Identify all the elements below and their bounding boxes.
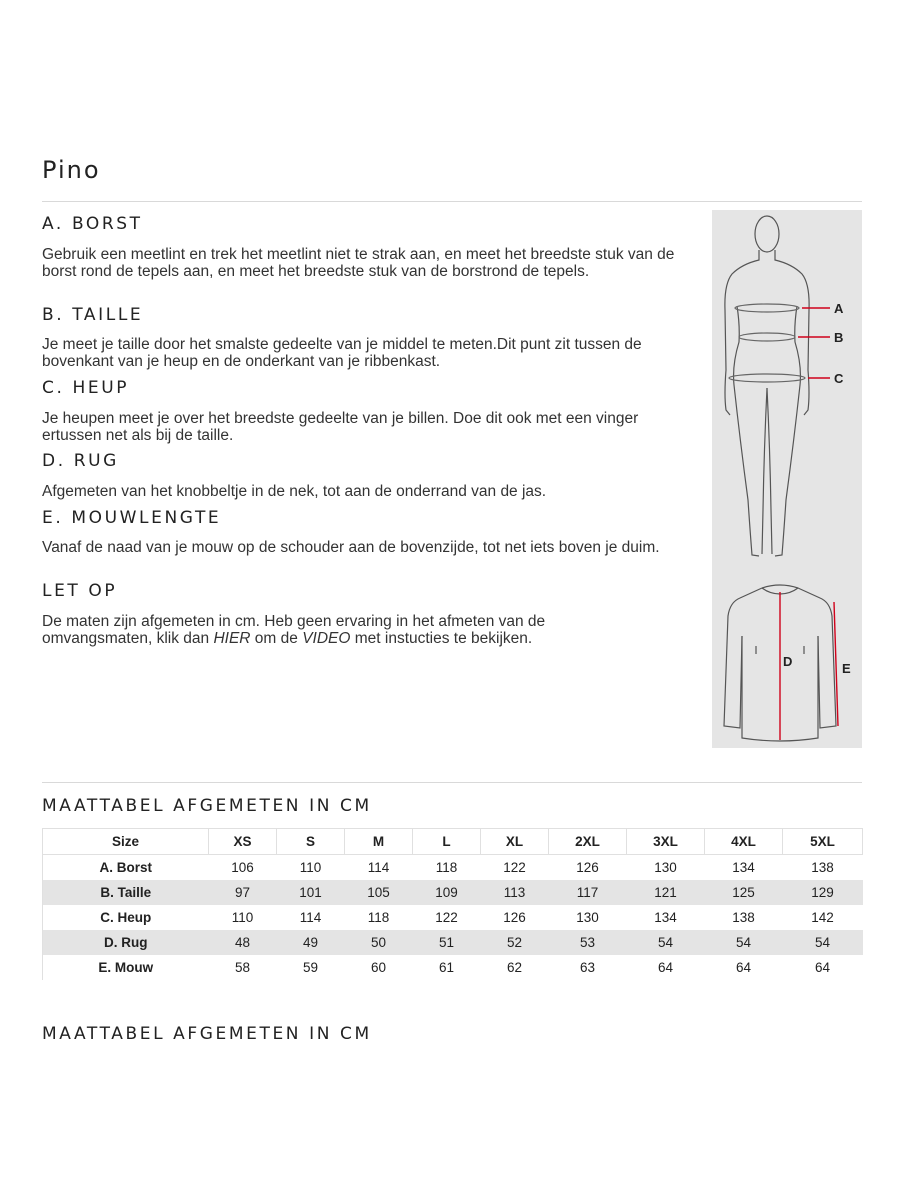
section-heading-borst: A. BORST: [42, 214, 143, 234]
section-heading-mouwlengte: E. MOUWLENGTE: [42, 508, 222, 528]
note-text: [42, 613, 642, 647]
row-label: E. Mouw: [43, 955, 209, 980]
table-cell: 48: [209, 930, 277, 955]
table-cell: 126: [576, 860, 599, 875]
label-b: B: [834, 330, 844, 345]
label-c: C: [834, 371, 844, 386]
title-divider: [42, 201, 862, 202]
table-cell: 118: [435, 860, 458, 875]
table-cell: 106: [231, 860, 254, 875]
table-cell: 64: [735, 960, 752, 975]
table-cell: 64: [657, 960, 674, 975]
table-cell: 114: [367, 860, 390, 875]
body-figure-icon: [712, 210, 862, 576]
body-measurement-illustration: [712, 210, 862, 576]
table-row: [43, 955, 863, 980]
table-cell: 49: [277, 930, 345, 955]
table-cell: 62: [506, 960, 523, 975]
header-cell: 3XL: [627, 829, 705, 855]
table-cell: 63: [579, 960, 596, 975]
table-cell: 97: [209, 880, 277, 905]
row-label: C. Heup: [43, 905, 209, 930]
jacket-measurement-illustration: [712, 576, 862, 748]
page-title: Pino: [42, 156, 101, 184]
table-cell: 59: [302, 960, 319, 975]
table-cell: 138: [811, 860, 834, 875]
header-cell: XL: [481, 829, 549, 855]
header-cell: L: [413, 829, 481, 855]
table-cell: 60: [370, 960, 387, 975]
size-table-title: MAATTABEL AFGEMETEN IN CM: [42, 796, 372, 816]
table-cell: 109: [413, 880, 481, 905]
section-text-rug: Afgemeten van het knobbeltje in de nek, tot aan de onderrand van de jas.: [42, 483, 547, 500]
note-text-middle: om de: [250, 630, 303, 647]
label-e: E: [842, 661, 851, 676]
table-cell: 54: [705, 930, 783, 955]
table-cell: 134: [732, 860, 755, 875]
table-cell: 58: [234, 960, 251, 975]
table-cell: 122: [435, 910, 458, 925]
section-text-mouwlengte: Vanaf de naad van je mouw op de schouder aan de bovenzijde, tot net iets boven je duim.: [42, 539, 660, 556]
table-cell: 64: [814, 960, 831, 975]
table-cell: 52: [481, 930, 549, 955]
table-cell: 134: [654, 910, 677, 925]
table-cell: 130: [576, 910, 599, 925]
note-heading: LET OP: [42, 581, 118, 601]
note-text-after: met instucties te bekijken.: [350, 630, 533, 647]
table-cell: 125: [705, 880, 783, 905]
label-a: A: [834, 301, 844, 316]
table-cell: 61: [438, 960, 455, 975]
jacket-icon: [712, 576, 862, 748]
table-cell: 110: [299, 860, 322, 875]
table-cell: 126: [503, 910, 526, 925]
section-heading-taille: B. TAILLE: [42, 305, 144, 325]
table-header-row: [43, 829, 863, 855]
table-cell: 142: [811, 910, 834, 925]
table-cell: 118: [367, 910, 390, 925]
table-divider: [42, 782, 862, 783]
header-cell: 2XL: [549, 829, 627, 855]
section-heading-heup: C. HEUP: [42, 378, 130, 398]
table-cell: 114: [299, 910, 322, 925]
table-row: [43, 880, 863, 905]
table-cell: 130: [654, 860, 677, 875]
header-cell: M: [345, 829, 413, 855]
table-cell: 105: [345, 880, 413, 905]
section-text-heup: Je heupen meet je over het breedste gedeelte van je billen. Doe dit ook met een vinger ertussen net als bij de taille.: [42, 410, 639, 444]
table-cell: 54: [627, 930, 705, 955]
header-cell: 4XL: [705, 829, 783, 855]
table-row: [43, 855, 863, 881]
video-link[interactable]: VIDEO: [302, 630, 351, 647]
table-cell: 53: [549, 930, 627, 955]
table-row: [43, 905, 863, 930]
table-cell: 110: [231, 910, 254, 925]
header-cell: S: [277, 829, 345, 855]
table-cell: 129: [783, 880, 863, 905]
note-text-before: De maten zijn afgemeten in cm. Heb geen ervaring in het afmeten van de omvangsmaten, klik dan: [42, 613, 546, 647]
table-cell: 101: [277, 880, 345, 905]
header-cell: XS: [209, 829, 277, 855]
table-cell: 50: [345, 930, 413, 955]
size-table: [42, 828, 863, 980]
table-cell: 122: [503, 860, 526, 875]
table-cell: 121: [627, 880, 705, 905]
label-d: D: [783, 654, 793, 669]
row-label: D. Rug: [43, 930, 209, 955]
row-label: A. Borst: [43, 855, 209, 881]
header-cell: 5XL: [783, 829, 863, 855]
section-text-taille: Je meet je taille door het smalste gedeelte van je middel te meten.Dit punt zit tussen de bovenkant van je heup en de onderkant van je ribbenkast.: [42, 336, 642, 370]
table-cell: 117: [549, 880, 627, 905]
row-label: B. Taille: [43, 880, 209, 905]
table-cell: 54: [783, 930, 863, 955]
header-size: Size: [43, 829, 209, 855]
second-table-title: MAATTABEL AFGEMETEN IN CM: [42, 1024, 372, 1044]
section-heading-rug: D. RUG: [42, 451, 119, 471]
table-cell: 138: [732, 910, 755, 925]
section-text-borst: Gebruik een meetlint en trek het meetlint niet te strak aan, en meet het breedste stuk van de borst rond de tepels aan, en meet het breedste stuk van de borstrond de tepels.: [42, 246, 675, 280]
table-cell: 51: [413, 930, 481, 955]
table-row: [43, 930, 863, 955]
hier-link[interactable]: HIER: [213, 630, 251, 647]
table-cell: 113: [481, 880, 549, 905]
